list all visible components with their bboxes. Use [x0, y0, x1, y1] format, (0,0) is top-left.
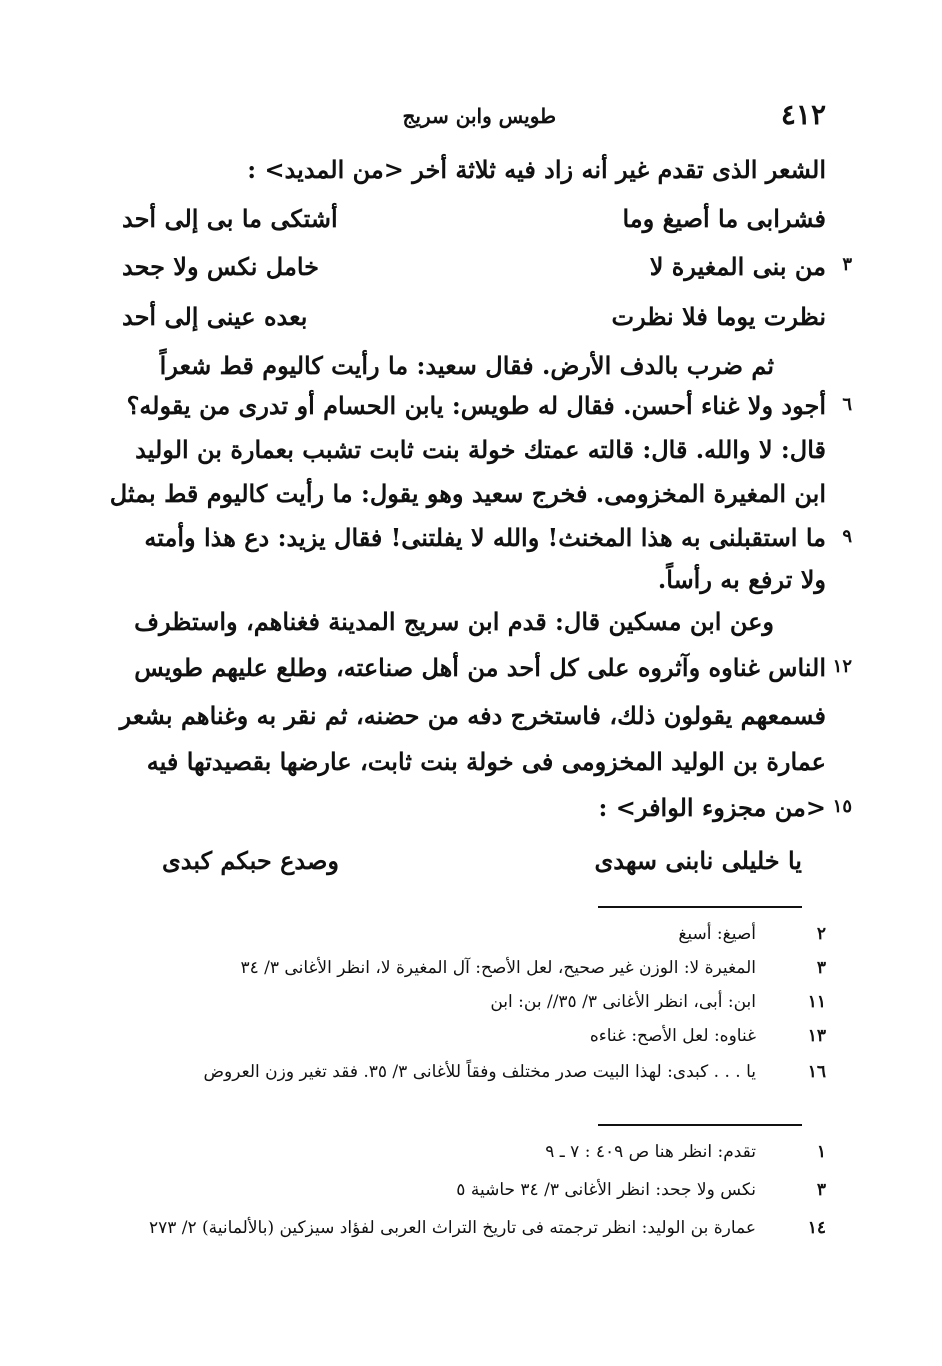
prose-text: ثم ضرب بالدف الأرض. فقال سعيد: ما رأيت كاليوم قط شعراً [159, 351, 774, 380]
footnote [122, 1026, 826, 1056]
footnote-text: المغيرة لا: الوزن غير صحيح، لعل الأصح: آل المغيرة لا، انظر الأغانى ٣/ ٣٤ [240, 958, 756, 978]
prose-text: ابن المغيرة المخزومى. فخرج سعيد وهو يقول: ما رأيت كاليوم قط بمثل [109, 479, 826, 508]
prose-text: فسمعهم يقولون ذلك، فاستخرج دفه من حضنه، ثم نقر به وغناهم بشعر [119, 701, 826, 730]
footnote [122, 924, 826, 954]
prose-text: قال: لا والله. قال: قالته عمتك خولة بنت ثابت تشبب بعمارة بن الوليد [135, 435, 826, 464]
prose-line [122, 748, 826, 796]
running-title: طويس وابن سريج [402, 104, 556, 128]
footnote-number: ١١ [807, 992, 826, 1012]
footnote-text: يا . . . كبدى: لهذا البيت صدر مختلف وفقاً للأغانى ٣/ ٣٥. فقد تغير وزن العروض [203, 1062, 756, 1082]
line-number: ٣ [842, 254, 852, 275]
verse-line [162, 846, 802, 896]
verse-line [122, 204, 826, 254]
footnote-number: ١٦ [807, 1062, 826, 1082]
line-number: ١٢ [832, 656, 852, 677]
line-number: ١٥ [832, 796, 852, 817]
intro-text: الشعر الذى تقدم غير أنه زاد فيه ثلاثة أخر <من المديد> : [247, 155, 826, 184]
verse-second-hemistich: بعده عينى إلى أحد [122, 302, 308, 331]
prose-line [122, 391, 852, 440]
footnote [122, 992, 826, 1022]
footnote-number: ٣ [816, 1180, 826, 1200]
verse-line [122, 302, 826, 352]
verse-line [122, 252, 852, 302]
verse-first-hemistich: فشرابى ما أصيغ وما [622, 204, 826, 233]
footnote [122, 1218, 826, 1248]
prose-line [119, 701, 826, 750]
footnote-text: ابن: أبى، انظر الأغانى ٣/ ٣٥// بن: ابن [490, 992, 756, 1012]
prose-line [122, 436, 826, 484]
prose-text: عمارة بن الوليد المخزومى فى خولة بنت ثابت، عارضها بقصيدتها فيه [146, 747, 826, 776]
verse-second-hemistich: خامل نكس ولا جحد [122, 252, 319, 281]
footnote-text: نكس ولا جحد: انظر الأغانى ٣/ ٣٤ حاشية ٥ [456, 1180, 756, 1200]
prose-text: ما استقبلنى به هذا المخنث! والله لا يفلتنى! فقال يزيد: دع هذا وأمته [144, 523, 826, 552]
prose-text: <من مجزوء الوافر> : [598, 793, 826, 822]
verse-first-hemistich: يا خليلى نابنى سهدى [594, 846, 802, 875]
prose-line [122, 793, 852, 842]
line-number: ٩ [842, 526, 852, 547]
verse-first-hemistich: نظرت يوما فلا نظرت [611, 302, 826, 331]
prose-text: أجود ولا غناء أحسن. فقال له طويس: يابن الحسام أو تدرى من يقوله؟ [126, 391, 826, 420]
prose-line [109, 479, 826, 528]
page-number: ٤١٢ [780, 98, 826, 131]
footnote-text: تقدم: انظر هنا ص ٤٠٩ : ٧ ـ ٩ [545, 1142, 756, 1162]
footnote-text: أصيغ: أسيغ [678, 924, 756, 944]
line-number: ٦ [842, 394, 852, 415]
prose-text: ولا ترفع به رأساً. [657, 565, 826, 594]
footnote-number: ١ [816, 1142, 826, 1162]
page-header [122, 98, 826, 142]
prose-text: الناس غناوه وآثروه على كل أحد من أهل صناعته، وطلع عليهم طويس [134, 653, 826, 682]
footnote-number: ١٤ [807, 1218, 826, 1238]
footnote-number: ٢ [816, 924, 826, 944]
footnote [122, 1142, 826, 1172]
footnote-separator [598, 906, 802, 908]
footnote-text: غناوه: لعل الأصح: غناءه [589, 1026, 756, 1046]
footnote-number: ١٣ [807, 1026, 826, 1046]
prose-line [122, 608, 826, 656]
footnote [122, 1062, 826, 1092]
prose-text: وعن ابن مسكين قال: قدم ابن سريج المدينة فغناهم، واستظرف [134, 607, 774, 636]
verse-first-hemistich: من بنى المغيرة لا [649, 252, 826, 281]
verse-second-hemistich: وصدع حبكم كبدى [162, 846, 339, 875]
verse-second-hemistich: أشتكى ما بى إلى أحد [122, 204, 338, 233]
prose-line [122, 653, 852, 702]
footnote-separator [598, 1124, 802, 1126]
footnote-text: عمارة بن الوليد: انظر ترجمته فى تاريخ التراث العربى لفؤاد سيزكين (بالألمانية) ٢/ ٢٧٣ [148, 1218, 756, 1238]
footnote-number: ٣ [816, 958, 826, 978]
footnote [122, 1180, 826, 1210]
footnote [122, 958, 826, 988]
